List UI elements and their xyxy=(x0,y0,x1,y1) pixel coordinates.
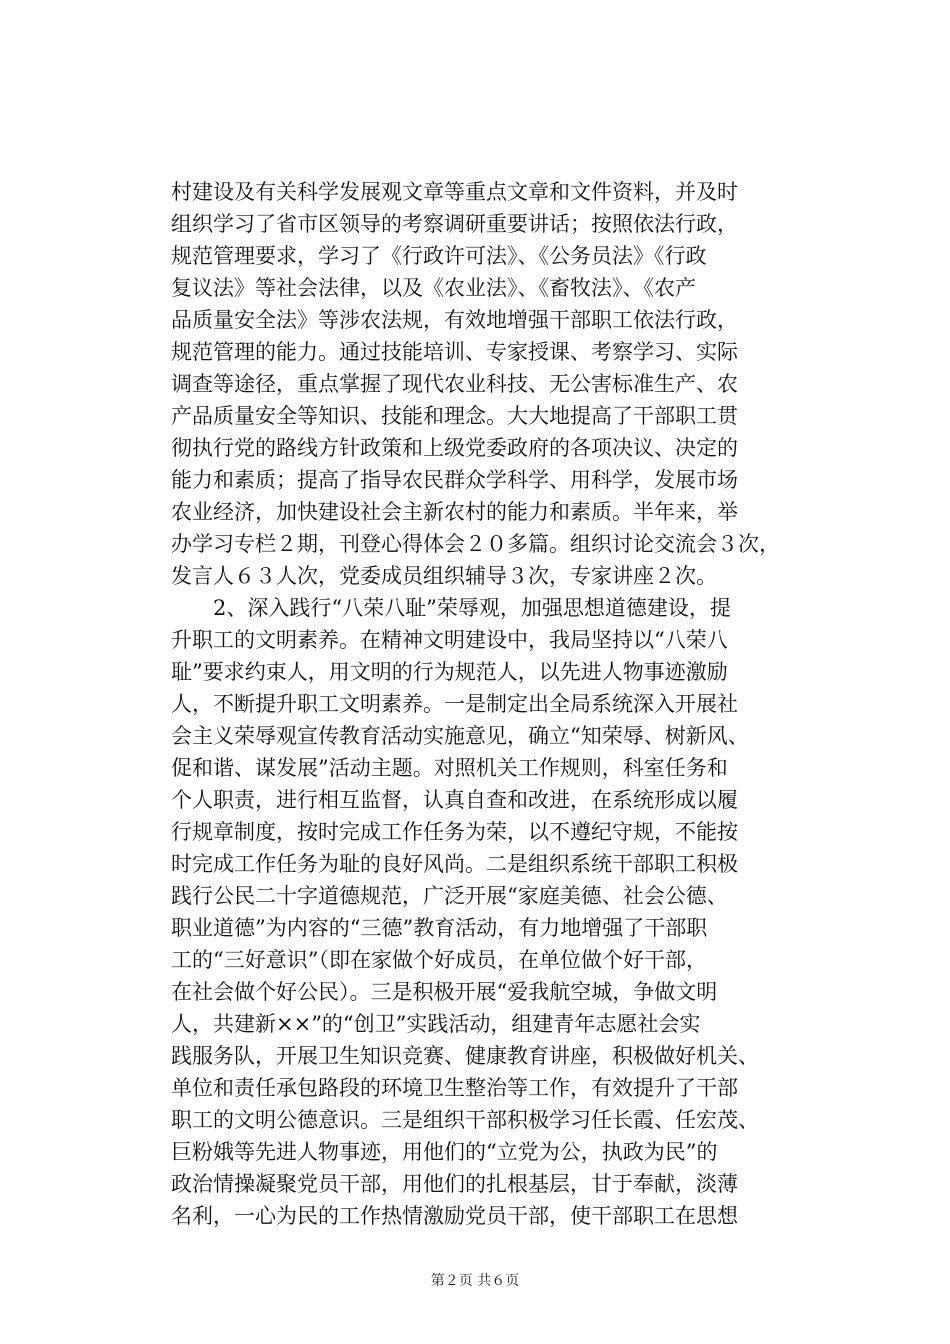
text-line: 工的“三好意识”（即在家做个好成员，在单位做个好干部， xyxy=(171,948,707,972)
text-line: 农业经济，加快建设社会主新农村的能力和素质。半年来，举 xyxy=(171,500,738,524)
text-line: 践行公民二十字道德规范，广泛开展“家庭美德、社会公德、 xyxy=(171,884,728,908)
text-line: 调查等途径，重点掌握了现代农业科技、无公害标准生产、农 xyxy=(171,372,738,396)
text-line: 促和谐、谋发展”活动主题。对照机关工作规则，科室任务和 xyxy=(171,756,728,780)
text-line: 产品质量安全等知识、技能和理念。大大地提高了干部职工贯 xyxy=(171,404,738,428)
text-line: 人，不断提升职工文明素养。一是制定出全局系统深入开展社 xyxy=(171,692,738,716)
text-line: 政治情操凝聚党员干部，用他们的扎根基层，甘于奉献，淡薄 xyxy=(171,1172,738,1196)
text-line: 2、深入践行“八荣八耻”荣辱观，加强思想道德建设，提 xyxy=(213,596,731,620)
text-line: 单位和责任承包路段的环境卫生整治等工作，有效提升了干部 xyxy=(171,1076,738,1100)
text-line: 职业道德”为内容的“三德”教育活动，有力地增强了干部职 xyxy=(171,916,708,940)
text-line: 办学习专栏２期，刊登心得体会２０多篇。组织讨论交流会３次， xyxy=(171,532,780,556)
body-text xyxy=(171,176,791,1232)
text-line: 能力和素质；提高了指导农民群众学科学、用科学，发展市场 xyxy=(171,468,738,492)
text-line: 复议法》等社会法律，以及《农业法》、《畜牧法》、《农产 xyxy=(171,276,696,300)
text-line: 耻”要求约束人，用文明的行为规范人，以先进人物事迹激励 xyxy=(171,660,728,684)
text-line: 组织学习了省市区领导的考察调研重要讲话；按照依法行政， xyxy=(171,212,738,236)
page-footer: 第２页 共６页 xyxy=(430,1273,520,1289)
text-line: 在社会做个好公民）。三是积极开展“爱我航空城，争做文明 xyxy=(171,980,718,1004)
text-line: 品质量安全法》等涉农法规，有效地增强干部职工依法行政， xyxy=(171,308,738,332)
text-line: 彻执行党的路线方针政策和上级党委政府的各项决议、决定的 xyxy=(171,436,738,460)
text-line: 人，共建新××”的“创卫”实践活动，组建青年志愿社会实 xyxy=(171,1012,701,1036)
text-line: 规范管理的能力。通过技能培训、专家授课、考察学习、实际 xyxy=(171,340,738,364)
text-line: 发言人６３人次，党委成员组织辅导３次，专家讲座２次。 xyxy=(171,564,717,588)
text-line: 名利，一心为民的工作热情激励党员干部，使干部职工在思想 xyxy=(171,1204,738,1228)
text-line: 规范管理要求，学习了《行政许可法》、《公务员法》《行政 xyxy=(171,244,707,268)
text-line: 会主义荣辱观宣传教育活动实施意见，确立“知荣辱、树新风、 xyxy=(171,724,749,748)
text-line: 时完成工作任务为耻的良好风尚。二是组织系统干部职工积极 xyxy=(171,852,738,876)
text-line: 村建设及有关科学发展观文章等重点文章和文件资料，并及时 xyxy=(171,180,738,204)
text-line: 升职工的文明素养。在精神文明建设中，我局坚持以“八荣八 xyxy=(171,628,728,652)
text-line: 巨粉娥等先进人物事迹，用他们的“立党为公，执政为民”的 xyxy=(171,1140,718,1164)
text-line: 践服务队，开展卫生知识竞赛、健康教育讲座，积极做好机关、 xyxy=(171,1044,759,1068)
text-line: 行规章制度，按时完成工作任务为荣，以不遵纪守规，不能按 xyxy=(171,820,738,844)
text-line: 个人职责，进行相互监督，认真自查和改进，在系统形成以履 xyxy=(171,788,738,812)
text-line: 职工的文明公德意识。三是组织干部积极学习任长霞、任宏茂、 xyxy=(171,1108,759,1132)
